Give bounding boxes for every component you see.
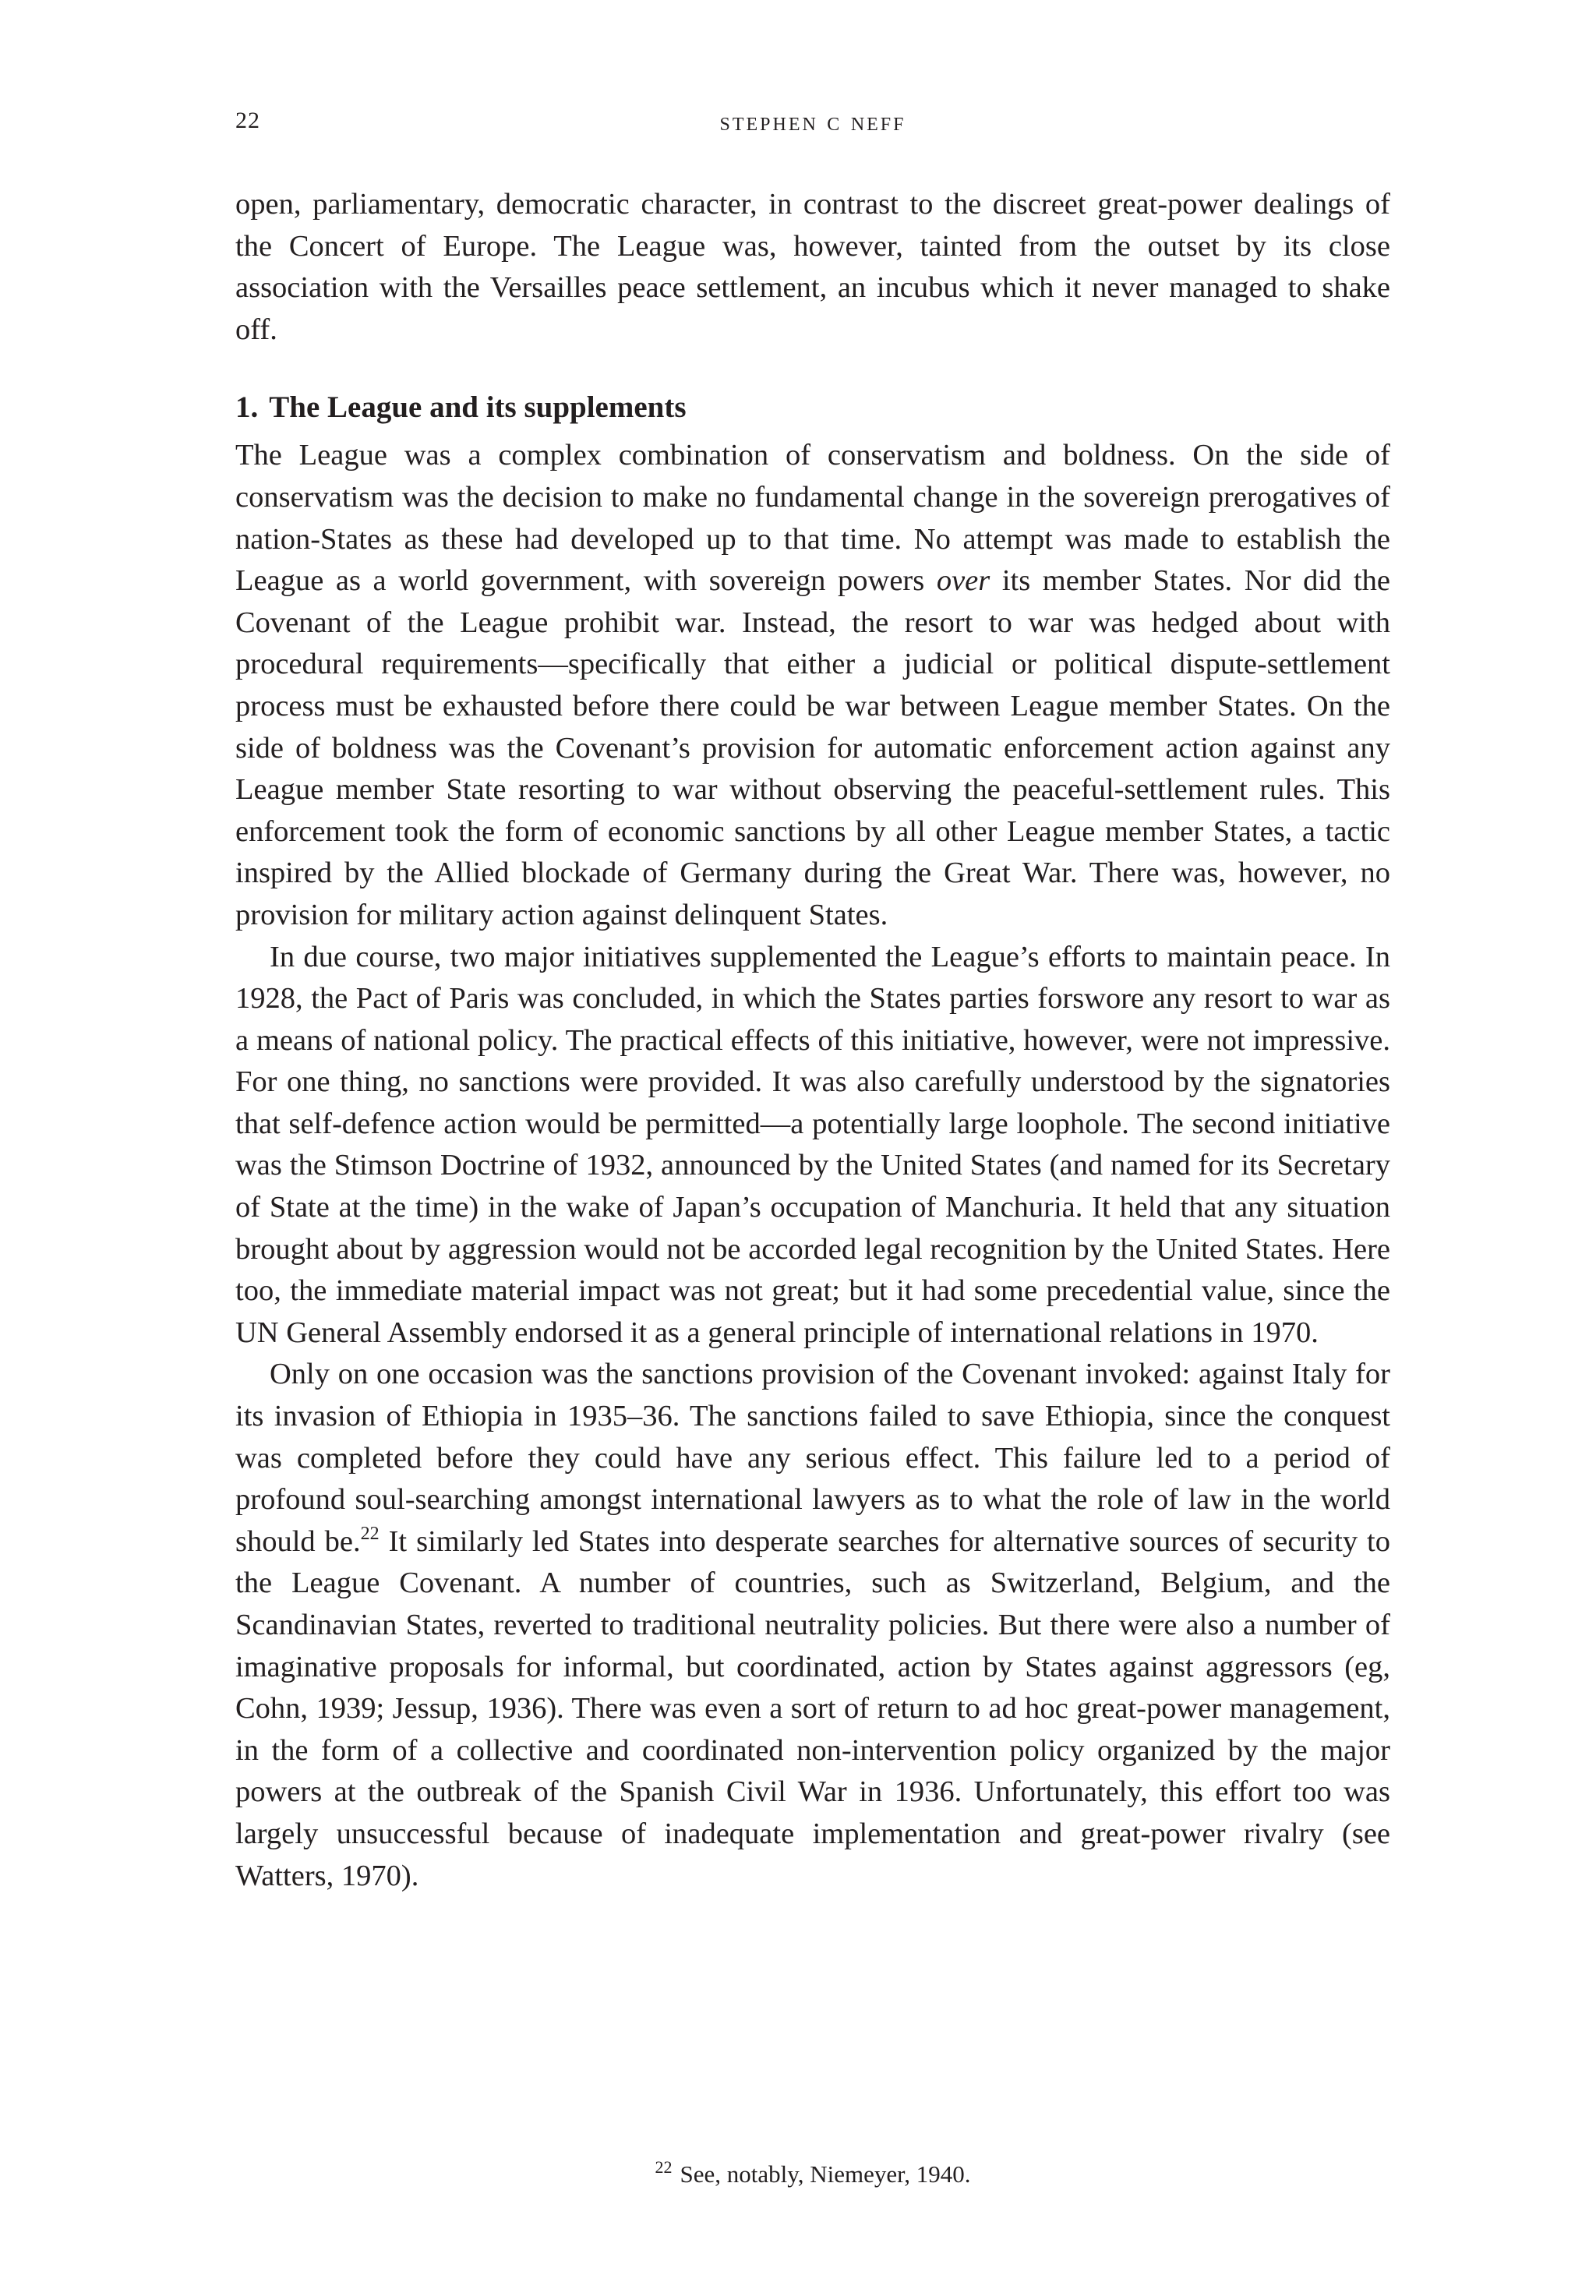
footnote-reference[interactable]: 22 bbox=[360, 1523, 380, 1544]
section-title: The League and its supplements bbox=[269, 390, 687, 425]
footnote-number: 22 bbox=[655, 2157, 673, 2177]
footnote bbox=[235, 2159, 1390, 2190]
footnote-area bbox=[235, 2159, 1390, 2190]
running-header bbox=[235, 108, 1390, 142]
page-number: 22 bbox=[235, 108, 260, 133]
footnote-text: See, notably, Niemeyer, 1940. bbox=[680, 2160, 971, 2188]
paragraph-1 bbox=[235, 435, 1390, 936]
intro-paragraph: open, parliamentary, democratic character, in contrast to the discreet great-power dealings of the Concert of Europe. The League was, however, tainted from the outset by its close association with the Versailles peace settlement, an incubus which it never managed to shake off. bbox=[235, 188, 1390, 346]
paragraph-3-text-b: It similarly led States into desperate searches for alternative sources of security to the League Covenant. A number of countries, such as Switzerland, Belgium, and the Scandinavian States, reverted to traditional neutrality policies. But there were also a number of imaginative proposals for informal, but coordinated, action by States against aggressors (eg, Cohn, 1939; Jessup, 1936). There was even a sort of return to ad hoc great-power management, in the form of a collective and coordinated non-intervention policy organized by the major powers at the outbreak of the Spanish Civil War in 1936. Unfortunately, this effort too was largely unsuccessful because of inadequate implementation and great-power rivalry (see Watters, 1970). bbox=[235, 1524, 1390, 1892]
paragraph-1-text-a: The League was a complex combination of conservatism and boldness. On the side of conservatism was the decision to make no fundamental change in the sovereign prerogatives of nation-States as these had developed up to that time. No attempt was made to establish the League as a world government, with sovereign powers bbox=[235, 439, 1390, 598]
main-text bbox=[235, 184, 1390, 1897]
paragraph-1-text-b: its member States. Nor did the Covenant of the League prohibit war. Instead, the resort to war was hedged about with procedural requirements—specifically that either a judicial or political dispute-settlement process must be exhausted before there could be war between League member States. On the side of boldness was the Covenant’s provision for automatic enforcement action against any League member State resorting to war without observing the peaceful-settlement rules. This enforcement took the form of economic sanctions by all other League member States, a tactic inspired by the Allied blockade of Germany during the Great War. There was, however, no provision for military action against delinquent States. bbox=[235, 564, 1390, 931]
section-heading bbox=[235, 387, 1390, 429]
paragraph-2: In due course, two major initiatives supplemented the League’s efforts to maintain peace. In 1928, the Pact of Paris was concluded, in which the States parties forswore any resort to war as a means of national policy. The practical effects of this initiative, however, were not impressive. For one thing, no sanctions were provided. It was also carefully understood by the signatories that self-defence action would be permitted—a potentially large loophole. The second initiative was the Stimson Doctrine of 1932, announced by the United States (and named for its Secretary of State at the time) in the wake of Japan’s occupation of Manchuria. It held that any situation brought about by aggression would not be accorded legal recognition by the United States. Here too, the immediate material impact was not great; but it had some precedential value, since the UN General Assembly endorsed it as a general principle of international relations in 1970. bbox=[235, 940, 1390, 1349]
paragraph-3-text-a: Only on one occasion was the sanctions provision of the Covenant invoked: against Italy for its invasion of Ethiopia in 1935–36. The sanctions failed to save Ethiopia, since the conquest was completed before they could have any serious effect. This failure led to a period of profound soul-searching amongst international lawyers as to what the role of law in the world should be. bbox=[235, 1358, 1390, 1558]
paragraph-3 bbox=[235, 1354, 1390, 1897]
section-number: 1. bbox=[235, 390, 259, 425]
running-title: stephen c neff bbox=[719, 108, 906, 136]
paragraph-1-emphasis: over bbox=[936, 564, 990, 598]
